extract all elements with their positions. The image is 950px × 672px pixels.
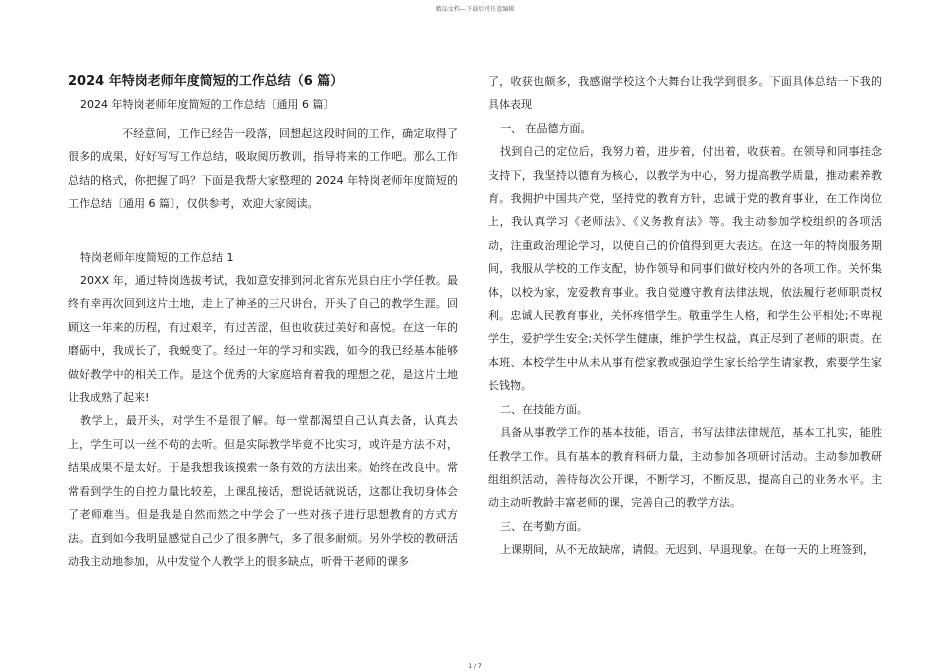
section-title: 特岗老师年度简短的工作总结 1 xyxy=(80,250,234,264)
section-heading: 二、在技能方面。 xyxy=(500,402,588,416)
right-column xyxy=(488,70,882,562)
section-heading: 三、在考勤方面。 xyxy=(500,519,588,533)
section-heading: 一、 在品德方面。 xyxy=(500,121,592,135)
page-number: 1 / 7 xyxy=(468,663,482,670)
body-paragraph: 教学上，最开头，对学生不是很了解。每一堂都渴望自己认真去备，认真去上，学生可以一丝不苟的去听。但是实际教学毕竟不比实习，或许是方法不对，结果成果不是太好。于是我想我该摸索一条有效的方法出来。始终在改良中。常常看到学生的自控力量比较差，上课乱接话，想说话就说话，这都让我切身体会了老师难当。但是我是自然而然之中学会了一些对孩子进行思想教育的方式方法。直到如今我明显感觉自己少了很多脾气，多了很多耐烦。另外学校的教研活动我主动地参加，从中发觉个人教学上的很多缺点，听骨干老师的课多 xyxy=(68,414,458,568)
body-paragraph: 了，收获也颇多，我感谢学校这个大舞台让我学到很多。下面具体总结一下我的具体表现 xyxy=(488,75,882,112)
body-paragraph: 找到自己的定位后，我努力着，进步着，付出着，收获着。在领导和同事挂念支持下，我坚持以德育为核心，以教学为中心，努力提高教学质量，推动素养教育。我拥护中国共产党，坚持党的教育方针，忠诚于党的教育事业，在工作岗位上，我认真学习《老师法》、《义务教育法》等。我主动参加学校组织的各项活动，注重政治理论学习，以使自己的价值得到更大表达。在这一年的特岗服务期间，我服从学校的工作支配，协作领导和同事们做好校内外的各项工作。关怀集体，以校为家，宠爱教育事业。我自觉遵守教育法律法规，依法履行老师职责权利。忠诚人民教育事业，关怀疼惜学生。敬重学生人格，和学生公平相处;不卑视学生，爱护学生安全;关怀学生健康，维护学生权益，真正尽到了老师的职责。在本班、本校学生中从未从事有偿家教或强迫学生家长给学生请家教，索要学生家长钱物。 xyxy=(488,145,882,393)
body-paragraph: 具备从事教学工作的基本技能，语言，书写法律法律规范，基本工扎实，能胜任教学工作。具有基本的教育科研力量，主动参加各项研讨活动。主动参加教研组组织活动，善待每次公开课，不断学习，不断反思，提高自己的业务水平。主动主动听教龄丰富老师的课，完善自己的教学方法。 xyxy=(488,426,882,510)
left-column xyxy=(68,70,458,573)
document-title: 2024 年特岗老师年度简短的工作总结（6 篇） xyxy=(68,74,344,89)
intro-paragraph: 不经意间，工作已经告一段落，回想起这段时间的工作，确定取得了很多的成果，好好写写工作总结，吸取阅历教训，指导将来的工作吧。那么工作总结的格式，你把握了吗？下面是我帮大家整理的 2024 年特岗老师年度简短的工作总结〔通用 6 篇〕，仅供参考，欢迎大家阅读。 xyxy=(68,127,458,211)
body-paragraph: 上课期间，从不无故缺席，请假。无迟到、早退现象。在每一天的上班签到， xyxy=(500,543,874,557)
spacer xyxy=(68,216,458,246)
body-paragraph: 20XX 年，通过特岗选拔考试，我如意安排到河北省东光县白庄小学任教。最终有幸再次回到这片土地，走上了神圣的三尺讲台，开头了自己的教学生涯。回顾这一年来的历程，有过艰辛，有过苦涩，但也收获过美好和喜悦。在这一年的磨砺中，我成长了，我蜕变了。经过一年的学习和实践，如今的我已经基本能够做好教学中的相关工作。是这个优秀的大家庭培育着我的理想之花，是这片土地让我成熟了起来! xyxy=(68,274,458,405)
document-subtitle: 2024 年特岗老师年度简短的工作总结〔通用 6 篇〕 xyxy=(80,98,335,111)
page-header: 精品文档---下载后可任意编辑 xyxy=(435,6,515,13)
